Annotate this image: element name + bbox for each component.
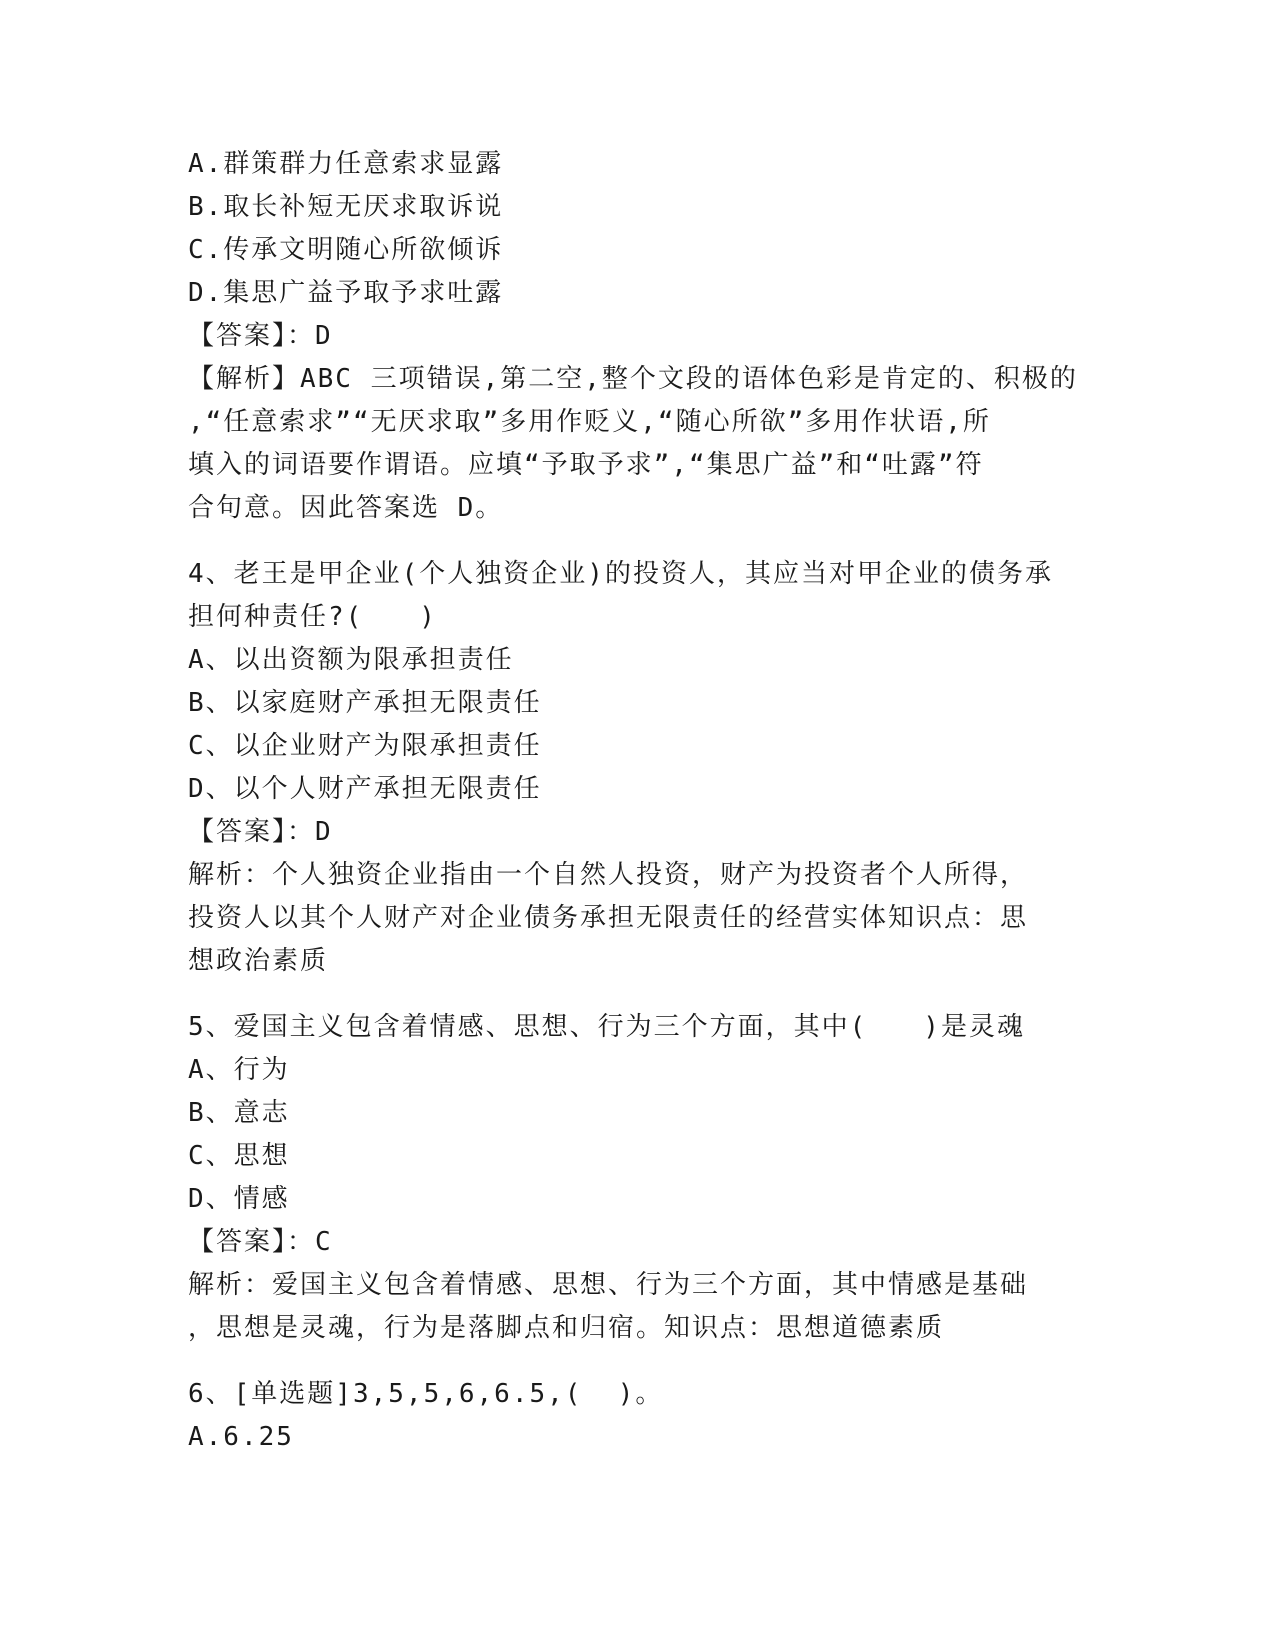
spacer	[188, 983, 1088, 1006]
q4-answer: 【答案】：D	[188, 817, 333, 847]
spacer	[188, 530, 1088, 553]
q5-option-d: D、情感	[188, 1184, 290, 1214]
q3-option-b: B.取长补短无厌求取诉说	[188, 192, 504, 222]
q5-analysis-line: ，思想是灵魂，行为是落脚点和归宿。知识点：思想道德素质	[188, 1313, 945, 1343]
q5-analysis-line: 解析：爱国主义包含着情感、思想、行为三个方面，其中情感是基础	[188, 1270, 1029, 1300]
q3-analysis-line: ,“任意索求”“无厌求取”多用作贬义,“随心所欲”多用作状语,所	[188, 407, 991, 437]
q3-analysis-line: 填入的词语要作谓语。应填“予取予求”,“集思广益”和“吐露”符	[188, 450, 984, 480]
q3-answer: 【答案】：D	[188, 321, 333, 351]
q3-analysis-line: 【解析】ABC 三项错误,第二空,整个文段的语体色彩是肯定的、积极的	[188, 364, 1078, 394]
q5-answer: 【答案】：C	[188, 1227, 333, 1257]
q4-option-d: D、以个人财产承担无限责任	[188, 774, 542, 804]
q5-option-b: B、意志	[188, 1098, 290, 1128]
spacer	[188, 1350, 1088, 1373]
q4-analysis-line: 想政治素质	[188, 946, 329, 976]
q4-option-a: A、以出资额为限承担责任	[188, 645, 514, 675]
q3-option-c: C.传承文明随心所欲倾诉	[188, 235, 504, 265]
q3-option-d: D.集思广益予取予求吐露	[188, 278, 504, 308]
q5-option-a: A、行为	[188, 1055, 290, 1085]
q6-stem-line: 6、[单选题]3,5,5,6,6.5,( )。	[188, 1379, 664, 1409]
q4-stem-line: 4、老王是甲企业(个人独资企业)的投资人，其应当对甲企业的债务承	[188, 559, 1053, 589]
q3-option-a: A.群策群力任意索求显露	[188, 149, 504, 179]
q5-option-c: C、思想	[188, 1141, 290, 1171]
q4-stem-line: 担何种责任?( )	[188, 602, 437, 632]
q4-analysis-line: 解析：个人独资企业指由一个自然人投资，财产为投资者个人所得，	[188, 860, 1029, 890]
q6-option-a: A.6.25	[188, 1422, 294, 1452]
q4-analysis-line: 投资人以其个人财产对企业债务承担无限责任的经营实体知识点：思	[188, 903, 1029, 933]
q4-option-b: B、以家庭财产承担无限责任	[188, 688, 542, 718]
q4-option-c: C、以企业财产为限承担责任	[188, 731, 542, 761]
q3-analysis-line: 合句意。因此答案选 D。	[188, 493, 504, 523]
document-page	[188, 143, 1088, 1459]
q5-stem-line: 5、爱国主义包含着情感、思想、行为三个方面，其中( )是灵魂	[188, 1012, 1025, 1042]
